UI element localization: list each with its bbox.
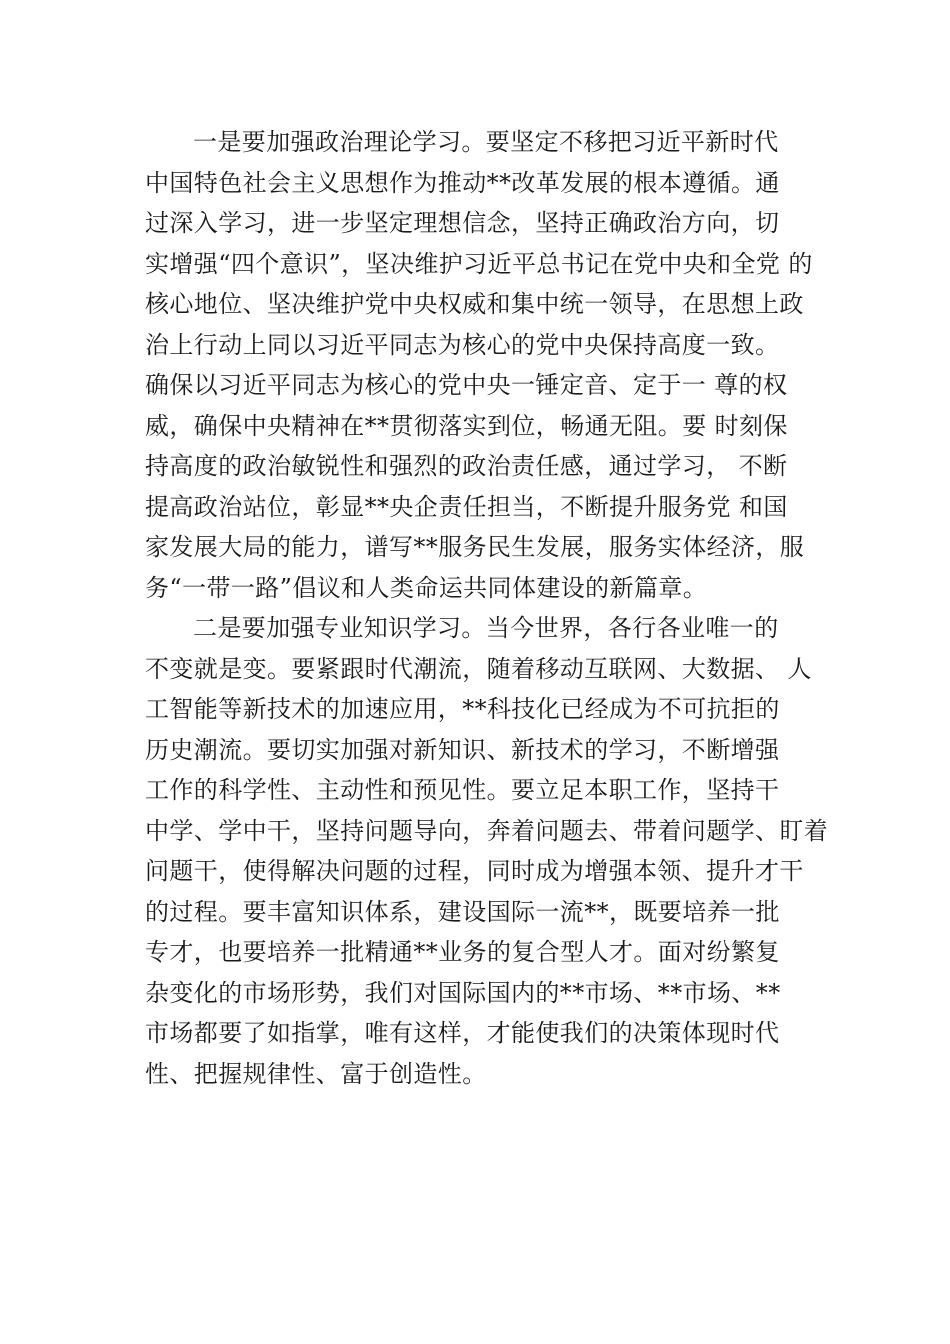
paragraph-line: 实增强“四个意识”，坚决维护习近平总书记在党中央和全党 的 bbox=[145, 249, 813, 278]
paragraph-line: 性、把握规律性、富于创造性。 bbox=[145, 1059, 487, 1088]
paragraph-line: 提高政治站位，彰显**央企责任担当，不断提升服务党 和国 bbox=[145, 492, 788, 521]
paragraph-line: 核心地位、坚决维护党中央权威和集中统一领导，在思想上政 bbox=[145, 290, 804, 318]
paragraph-line: 威，确保中央精神在**贯彻落实到位，畅通无阻。要 时刻保 bbox=[145, 411, 788, 440]
paragraph-line: 中国特色社会主义思想作为推动**改革发展的根本遵循。通 bbox=[145, 168, 780, 197]
paragraph-line: 一是要加强政治理论学习。要坚定不移把习近平新时代 bbox=[193, 128, 779, 156]
paragraph-line: 杂变化的市场形势，我们对国际国内的**市场、**市场、** bbox=[145, 978, 781, 1007]
paragraph-line: 确保以习近平同志为核心的党中央一锤定音、定于一 尊的权 bbox=[145, 371, 788, 399]
paragraph-line: 中学、学中干，坚持问题导向，奔着问题去、带着问题学、盯着 bbox=[145, 816, 829, 845]
paragraph-line: 不变就是变。要紧跟时代潮流，随着移动互联网、大数据、 人 bbox=[145, 654, 812, 683]
paragraph-line: 家发展大局的能力，谱写**服务民生发展，服务实体经济，服 bbox=[145, 533, 805, 561]
paragraph-line: 工智能等新技术的加速应用，**科技化已经成为不可抗拒的 bbox=[145, 695, 780, 723]
paragraph-line: 持高度的政治敏锐性和强烈的政治责任感，通过学习， 不断 bbox=[145, 452, 788, 480]
paragraph-line: 务“一带一路”倡议和人类命运共同体建设的新篇章。 bbox=[145, 573, 708, 602]
paragraph-line: 治上行动上同以习近平同志为核心的党中央保持高度一致。 bbox=[145, 330, 780, 359]
paragraph-line: 过深入学习，进一步坚定理想信念，坚持正确政治方向，切 bbox=[145, 209, 780, 237]
paragraph-line: 二是要加强专业知识学习。当今世界，各行各业唯一的 bbox=[193, 614, 779, 642]
paragraph-line: 工作的科学性、主动性和预见性。要立足本职工作，坚持干 bbox=[145, 776, 780, 804]
paragraph-line: 专才，也要培养一批精通**业务的复合型人才。面对纷繁复 bbox=[145, 938, 780, 966]
paragraph-line: 的过程。要丰富知识体系，建设国际一流**，既要培养一批 bbox=[145, 897, 780, 926]
paragraph-professional-knowledge bbox=[145, 608, 845, 1094]
paragraph-political-theory bbox=[145, 122, 845, 608]
paragraph-line: 市场都要了如指掌，唯有这样，才能使我们的决策体现时代 bbox=[145, 1019, 780, 1047]
paragraph-line: 历史潮流。要切实加强对新知识、新技术的学习，不断增强 bbox=[145, 735, 780, 764]
paragraph-line: 问题干，使得解决问题的过程，同时成为增强本领、提升才干 bbox=[145, 857, 804, 885]
document-body bbox=[145, 122, 845, 1094]
